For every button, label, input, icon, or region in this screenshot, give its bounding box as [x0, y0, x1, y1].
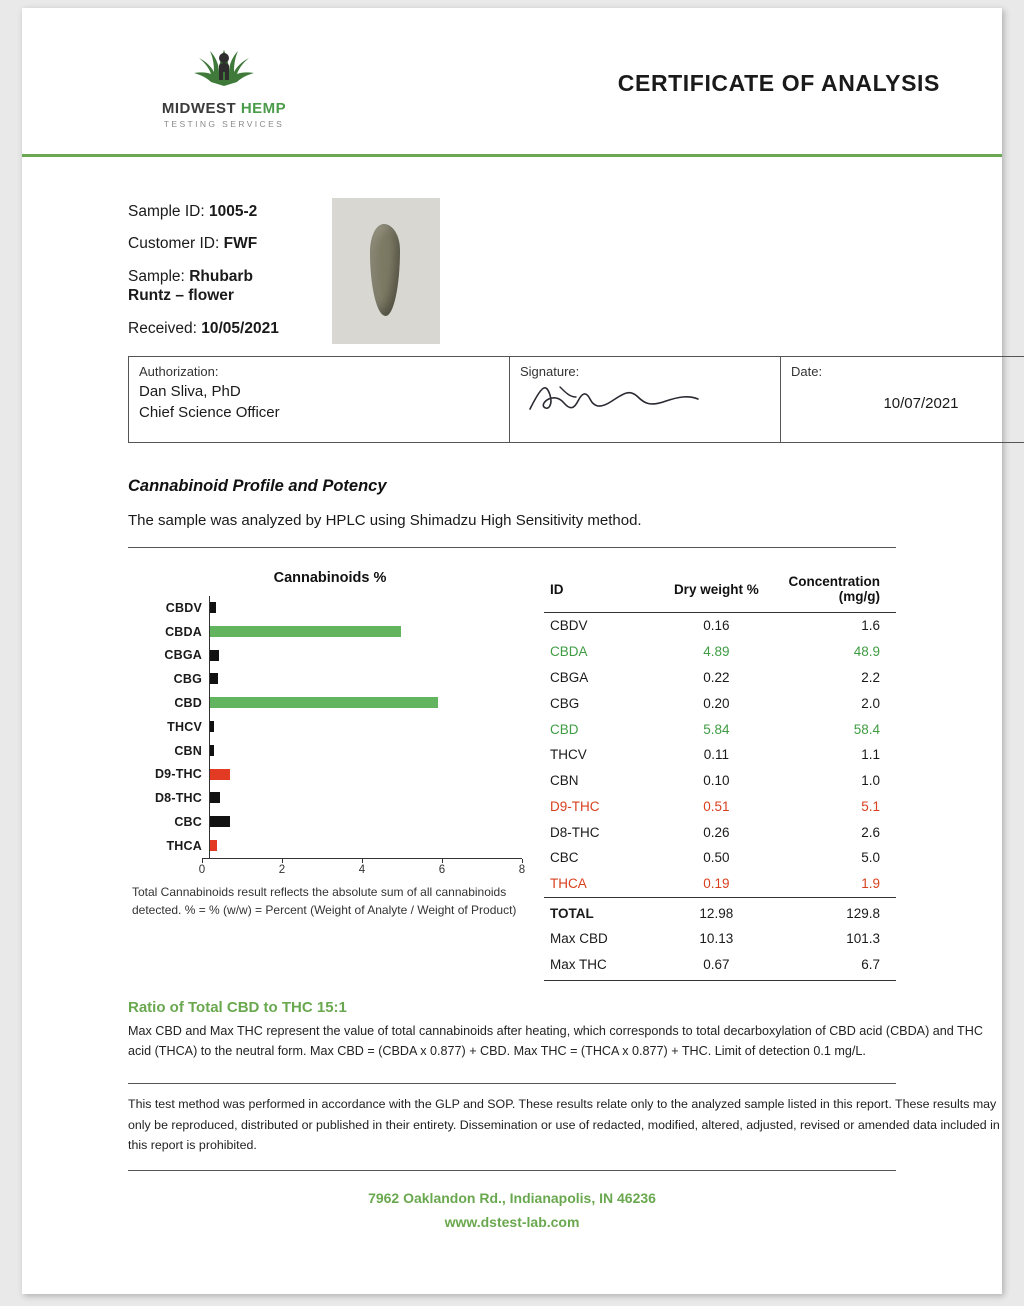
logo-subtitle: TESTING SERVICES	[163, 119, 285, 129]
cell-dry-weight: 0.67	[703, 957, 730, 973]
table-row	[544, 793, 896, 819]
table-row	[544, 768, 896, 794]
cell-analyte-id: CBG	[550, 695, 580, 711]
chart-bar-track	[209, 739, 522, 763]
cell-analyte-id: CBN	[550, 773, 579, 789]
received-value: 10/05/2021	[201, 319, 279, 337]
cell-dry-weight: 5.84	[703, 721, 730, 737]
table-row	[544, 690, 896, 716]
column-header-dry-weight: Dry weight %	[650, 570, 782, 613]
sample-value-line2: Runtz – flower	[128, 287, 234, 305]
chart-bar-track	[209, 715, 522, 739]
chart-bar-label: CBD	[174, 696, 202, 711]
cell-dry-weight: 12.98	[650, 897, 782, 926]
signature-mark	[520, 379, 770, 417]
cell-dry-weight: 0.51	[703, 798, 730, 814]
axis-tick-label: 8	[518, 863, 526, 876]
results-table-head	[544, 570, 896, 613]
authorization-cell	[129, 357, 510, 443]
table-row	[544, 952, 896, 978]
chart-bar-track	[209, 763, 522, 787]
cell-concentration: 48.9	[853, 644, 880, 660]
cell-concentration: 5.1	[861, 798, 880, 814]
table-row	[544, 742, 896, 768]
cell-analyte-id: D8-THC	[550, 824, 600, 840]
chart-bar-row	[128, 620, 522, 644]
table-row	[544, 716, 896, 742]
cell-analyte-id: CBDV	[550, 618, 588, 634]
table-row	[544, 613, 896, 639]
cell-analyte-id: Max CBD	[550, 931, 608, 947]
cell-analyte-id: CBC	[550, 850, 579, 866]
results-table	[544, 570, 896, 978]
signature-cell	[510, 357, 781, 443]
cell-dry-weight: 4.89	[703, 644, 730, 660]
cell-concentration: 58.4	[853, 721, 880, 737]
chart-bar-label: CBC	[174, 815, 202, 830]
chart-bar	[210, 792, 220, 803]
sample-id-label: Sample ID:	[128, 203, 205, 220]
cell-concentration: 2.0	[861, 695, 880, 711]
axis-tick-label: 6	[438, 863, 446, 876]
cell-dry-weight: 0.19	[703, 876, 730, 892]
ratio-text: Max CBD and Max THC represent the value of total cannabinoids after heating, which corresponds to total decarboxylation of CBD acid (CBDA) and THC acid (THCA) to the neutral form. Max CBD = (CBDA x 0.877) + CBD. Max THC = (THCA x 0.877) + THC. Limit of detection 0.1 mg/L.	[128, 1023, 983, 1058]
table-row	[544, 819, 896, 845]
logo-wordmark	[134, 100, 314, 117]
chart-bar-track	[209, 620, 522, 644]
cell-concentration: 129.8	[782, 897, 896, 926]
table-header-row	[544, 570, 896, 613]
chart-bar	[210, 721, 214, 732]
axis-tick	[522, 859, 523, 863]
cell-concentration: 6.7	[861, 957, 880, 973]
chart-bar	[210, 816, 230, 827]
chart-bar	[210, 769, 230, 780]
cell-dry-weight: 0.22	[703, 669, 730, 685]
sample-info-block	[128, 202, 896, 352]
chart-bar-row	[128, 763, 522, 787]
company-logo	[134, 40, 314, 129]
axis-tick-label: 0	[198, 863, 206, 876]
sample-id-value: 1005-2	[208, 203, 258, 220]
cell-concentration: 2.2	[861, 669, 880, 685]
authorization-name: Dan Sliva, PhD	[139, 383, 241, 400]
header-divider	[22, 154, 1002, 157]
table-row	[544, 845, 896, 871]
customer-id-value: FWF	[223, 235, 258, 253]
section-title: Cannabinoid Profile and Potency	[128, 477, 387, 495]
sample-id-line	[128, 202, 896, 221]
chart-bar	[210, 840, 217, 851]
chart-bar-label: CBG	[173, 672, 202, 687]
logo-word-hemp: HEMP	[240, 100, 287, 117]
ratio-title: Ratio of Total CBD to THC 15:1	[128, 998, 347, 1016]
section-method-text: The sample was analyzed by HPLC using Shimadzu High Sensitivity method.	[128, 512, 642, 529]
chart-bar-row	[128, 739, 522, 763]
document-header	[22, 8, 1002, 156]
chart-bar-row	[128, 715, 522, 739]
page-title: CERTIFICATE OF ANALYSIS	[617, 70, 940, 96]
cell-dry-weight: 0.26	[703, 824, 730, 840]
column-header-id: ID	[544, 570, 650, 613]
table-row	[544, 897, 896, 926]
table-row	[544, 926, 896, 952]
sample-flower-image	[370, 224, 400, 316]
chart-bar-row	[128, 691, 522, 715]
chart-bar-label: CBDV	[165, 600, 202, 615]
chart-bar-label: CBGA	[164, 648, 202, 663]
cell-dry-weight: 0.20	[703, 695, 730, 711]
results-table-wrap	[544, 570, 896, 981]
cell-dry-weight: 10.13	[699, 931, 734, 947]
disclaimer-divider-top	[128, 1083, 896, 1084]
hemp-leaf-icon	[134, 40, 314, 96]
logo-word-midwest: MIDWEST	[161, 100, 237, 117]
chart-bar-track	[209, 786, 522, 810]
chart-bar-row	[128, 786, 522, 810]
chart-bar	[210, 697, 438, 708]
authorization-label: Authorization:	[139, 364, 219, 379]
cell-concentration: 5.0	[861, 850, 880, 866]
chart-bar	[210, 602, 216, 613]
cell-concentration: 1.9	[861, 876, 880, 892]
results-table-bottom-rule	[544, 980, 896, 981]
chart-bar-row	[128, 644, 522, 668]
cannabinoid-chart	[128, 570, 526, 981]
axis-tick	[362, 859, 363, 863]
chart-bar	[210, 745, 214, 756]
chart-bar-track	[209, 644, 522, 668]
axis-tick	[442, 859, 443, 863]
axis-tick	[202, 859, 203, 863]
date-value: 10/07/2021	[883, 395, 959, 412]
cell-analyte-id: D9-THC	[550, 798, 600, 814]
chart-bar-label: CBN	[174, 743, 202, 758]
coa-sheet	[22, 8, 1002, 1294]
cell-analyte-id: TOTAL	[544, 897, 650, 926]
sample-photo	[332, 198, 440, 344]
chart-bar-label: THCV	[167, 719, 202, 734]
cell-dry-weight: 0.16	[703, 618, 730, 634]
chart-bar-label: THCA	[166, 838, 202, 853]
date-label: Date:	[791, 364, 823, 379]
cell-analyte-id: CBD	[550, 721, 579, 737]
cell-dry-weight: 0.10	[703, 773, 730, 789]
document-body	[22, 202, 1002, 1234]
cell-concentration: 101.3	[846, 931, 880, 947]
chart-bar-row	[128, 667, 522, 691]
chart-bar-track	[209, 596, 522, 620]
chart-bar-label: CBDA	[165, 624, 202, 639]
chart-bar-track	[209, 691, 522, 715]
table-row	[544, 665, 896, 691]
chart-bar	[210, 650, 219, 661]
footer-address: 7962 Oaklandon Rd., Indianapolis, IN 46236	[368, 1189, 656, 1206]
customer-id-line	[128, 234, 896, 253]
cell-dry-weight: 0.50	[703, 850, 730, 866]
chart-bar	[210, 626, 401, 637]
section-divider	[128, 547, 896, 548]
received-line	[128, 319, 896, 338]
chart-bar	[210, 673, 218, 684]
table-row	[129, 357, 1024, 443]
cell-dry-weight: 0.11	[703, 747, 729, 763]
chart-bar-track	[209, 834, 522, 858]
chart-bar-row	[128, 596, 522, 620]
page-footer	[128, 1187, 896, 1235]
authorization-table	[128, 356, 1024, 443]
footer-website[interactable]: www.dstest-lab.com	[444, 1213, 580, 1230]
cell-analyte-id: CBGA	[550, 669, 589, 685]
chart-x-axis	[198, 858, 526, 877]
authorization-role: Chief Science Officer	[139, 404, 280, 421]
date-cell	[781, 357, 1024, 443]
sample-value-line1: Rhubarb	[189, 267, 253, 285]
disclaimer-divider-bottom	[128, 1170, 896, 1171]
received-label: Received:	[128, 319, 197, 337]
chart-note: Total Cannabinoids result reflects the absolute sum of all cannabinoids detected. % = % (w/w) = Percent (Weight of Analyte / Weight of Product)	[132, 884, 517, 918]
table-row	[544, 871, 896, 897]
cell-concentration: 1.0	[861, 773, 880, 789]
cell-concentration: 1.1	[861, 747, 880, 763]
sample-label: Sample:	[128, 267, 185, 285]
chart-bar-label: D9-THC	[154, 767, 202, 782]
customer-id-label: Customer ID:	[128, 235, 220, 253]
results-table-body	[544, 613, 896, 978]
cell-analyte-id: CBDA	[550, 644, 588, 660]
signature-label: Signature:	[520, 364, 580, 379]
cell-concentration: 2.6	[861, 824, 880, 840]
cell-analyte-id: Max THC	[550, 957, 607, 973]
chart-bar-track	[209, 810, 522, 834]
axis-tick-label: 2	[278, 863, 286, 876]
chart-bar-row	[128, 810, 522, 834]
sample-name-line	[128, 267, 896, 306]
disclaimer-text: This test method was performed in accordance with the GLP and SOP. These results relate only to the analyzed sample listed in this report. These results may only be reproduced, distributed or published in their entirety. Dissemination or use of redacted, modified, altered, adjusted, revised or amended data included in this report is prohibited.	[128, 1097, 1000, 1153]
cell-analyte-id: THCA	[550, 876, 587, 892]
chart-bars	[128, 596, 522, 858]
chart-bar-label: D8-THC	[154, 791, 202, 806]
cell-analyte-id: THCV	[550, 747, 587, 763]
results-area	[128, 570, 896, 981]
axis-tick-label: 4	[358, 863, 366, 876]
cell-concentration: 1.6	[861, 618, 880, 634]
axis-tick	[282, 859, 283, 863]
chart-title: Cannabinoids %	[273, 570, 387, 586]
column-header-concentration: Concentration (mg/g)	[782, 570, 896, 613]
chart-bar-track	[209, 667, 522, 691]
chart-bar-row	[128, 834, 522, 858]
table-row	[544, 639, 896, 665]
